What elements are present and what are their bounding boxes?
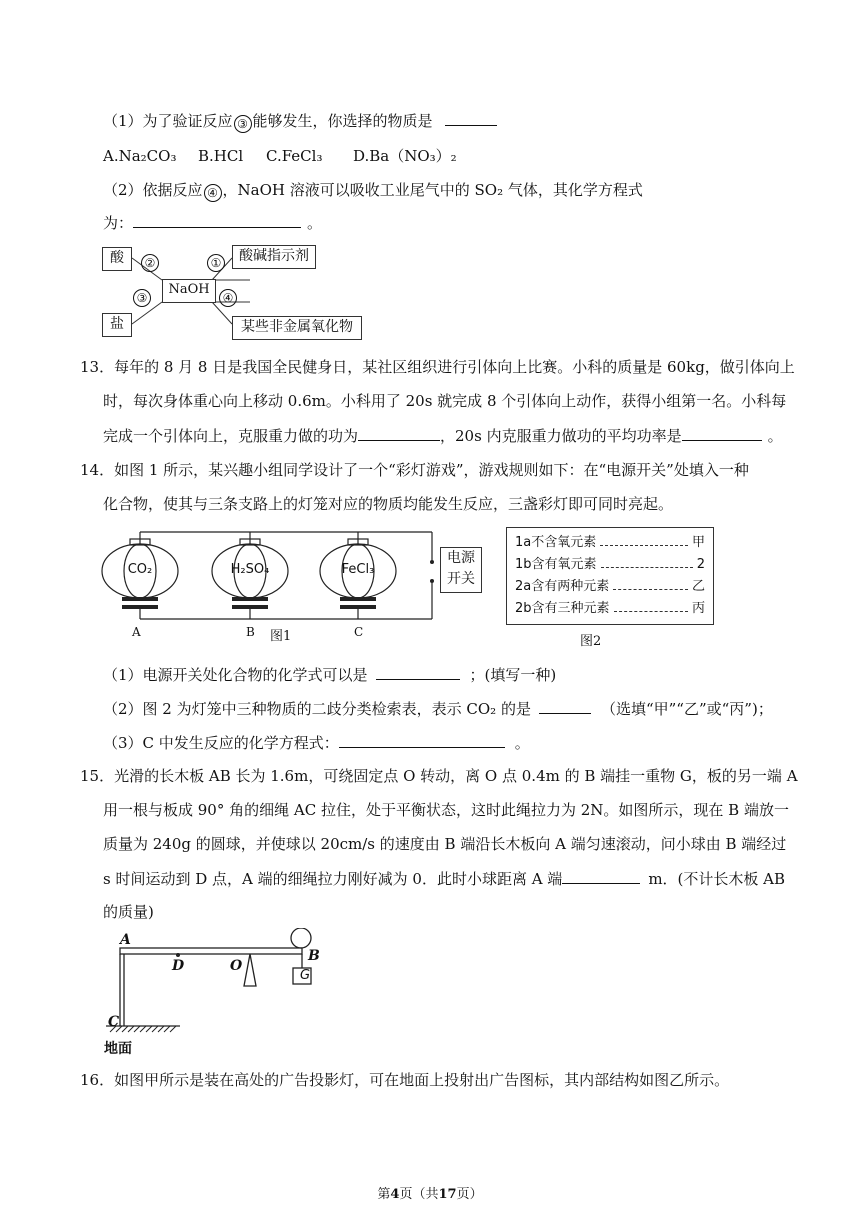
circled-number: ④ (204, 184, 222, 202)
label-c: C (108, 1014, 120, 1030)
q14-sub2 (103, 698, 773, 719)
lantern-c-label: C (354, 625, 364, 639)
q14-line1: 14．如图 1 所示，某兴趣小组同学设计了一个“彩灯游戏”，游戏规则如下：在“电源开关”处填入一种 (80, 461, 749, 479)
lantern-a-formula: CO₂ (127, 562, 153, 577)
answer-blank[interactable] (539, 698, 591, 714)
label-4: ④ (219, 289, 237, 307)
answer-blank[interactable] (339, 732, 505, 748)
key-row-2 (515, 554, 705, 576)
answer-blank[interactable] (376, 664, 460, 680)
q12-part2 (103, 180, 779, 202)
q13-line3 (103, 425, 783, 446)
option-b: B.HCl (198, 147, 244, 165)
lantern-b-formula: H₂SO₄ (230, 562, 270, 577)
q15-line1: 15．光滑的长木板 AB 长为 1.6m，可绕固定点 O 转动，离 O 点 0.4m 的 B 端挂一重物 G，板的另一端 A (80, 767, 798, 785)
naoh-diagram (100, 240, 362, 342)
q14-sub2-note: （选填“甲”“乙”或“丙”)； (600, 700, 773, 718)
label-d: D (172, 958, 185, 974)
label-2: ② (141, 254, 159, 272)
key-left: 2a含有两种元素 (515, 579, 610, 594)
q12-part1 (103, 110, 497, 133)
q12-part2-text-b: ，NaOH 溶液可以吸收工业尾气中的 SO₂ 气体，其化学方程式 (222, 181, 643, 199)
switch-label-2: 开关 (447, 571, 475, 587)
key-row-3 (515, 576, 705, 598)
key-row-1 (515, 532, 705, 554)
key-right: 2 (696, 557, 705, 572)
label-o: O (230, 958, 243, 974)
fig2-caption: 图2 (580, 634, 602, 649)
option-d: D.Ba（NO₃）₂ (353, 147, 457, 165)
weight-g: G (299, 968, 311, 983)
key-row-4 (515, 598, 705, 620)
period: 。 (767, 427, 783, 445)
key-rows (515, 532, 705, 620)
q14-line2: 化合物，使其与三条支路上的灯笼对应的物质均能发生反应，三盏彩灯即可同时亮起。 (103, 495, 674, 513)
lever-figure (100, 928, 340, 1060)
q15-line5: 的质量) (103, 903, 154, 921)
indicator-box: 酸碱指示剂 (232, 245, 316, 269)
circled-number: ③ (234, 115, 252, 133)
option-c: C.FeCl₃ (266, 147, 323, 165)
option-a: A.Na₂CO₃ (103, 147, 177, 165)
key-left: 1a不含氧元素 (515, 535, 597, 550)
period: 。 (307, 214, 323, 232)
key-right: 丙 (691, 601, 705, 616)
lantern-a-label: A (132, 625, 141, 639)
salt-box: 盐 (102, 313, 132, 337)
q16-line1: 16．如图甲所示是装在高处的广告投影灯，可在地面上投射出广告图标，其内部结构如图乙所示。 (80, 1071, 730, 1089)
label-b: B (308, 948, 320, 964)
footer-text: 页） (456, 1187, 483, 1202)
key-right: 乙 (691, 579, 705, 594)
q14-sub1-note: ；(填写一种) (469, 666, 557, 684)
answer-blank[interactable] (133, 212, 301, 228)
lantern-b-label: B (246, 625, 255, 639)
acid-box: 酸 (102, 247, 132, 271)
q13-line2: 时，每次身体重心向上移动 0.6m。小科用了 20s 就完成 8 个引体向上动作，获得小组第一名。小科每 (103, 392, 787, 410)
lantern-circuit (100, 525, 480, 645)
fig1-caption: 图1 (270, 629, 292, 644)
q13-text: 完成一个引体向上，克服重力做的功为 (103, 427, 359, 445)
label-3: ③ (133, 289, 151, 307)
power-switch-box[interactable] (440, 547, 482, 593)
key-left: 2b含有三种元素 (515, 601, 610, 616)
q13-line1: 13．每年的 8 月 8 日是我国全民健身日，某社区组织进行引体向上比赛。小科的质量是 60kg，做引体向上 (80, 358, 795, 376)
page-number: 4 (390, 1187, 400, 1202)
q14-sub3 (103, 732, 530, 753)
ground-label: 地面 (104, 1041, 132, 1057)
switch-label-1: 电源 (447, 550, 475, 566)
q12-part2-line2 (103, 212, 322, 233)
q15-line4 (103, 868, 785, 889)
period: 。 (514, 734, 530, 752)
q15-line3: 质量为 240g 的圆球，并使球以 20cm/s 的速度由 B 端沿长木板向 A 端匀速滚动，问小球由 B 端经过 (103, 835, 787, 853)
answer-blank[interactable] (682, 425, 762, 441)
q15-text: s 时间运动到 D 点，A 端的细绳拉力刚好减为 0．此时小球距离 A 端 (103, 870, 563, 888)
footer-text: 第 (377, 1187, 391, 1202)
label-1: ① (207, 254, 225, 272)
answer-blank[interactable] (445, 110, 497, 126)
label-a: A (120, 932, 131, 948)
key-right: 甲 (691, 535, 705, 550)
q15-line2: 用一根与板成 90° 角的细绳 AC 拉住，处于平衡状态，这时此绳拉力为 2N。如图所示，现在 B 端放一 (103, 801, 789, 819)
q13-text-b: ，20s 内克服重力做功的平均功率是 (440, 427, 682, 445)
lever-svg (100, 928, 340, 1060)
naoh-box: NaOH (162, 279, 216, 303)
oxide-box: 某些非金属氧化物 (232, 316, 362, 340)
footer-text: 页（共 (399, 1187, 439, 1202)
q14-sub3-text: （3）C 中发生反应的化学方程式： (103, 734, 339, 752)
key-left: 1b含有氧元素 (515, 557, 597, 572)
q15-text-b: m．(不计长木板 AB (648, 870, 786, 888)
classification-key (506, 527, 714, 625)
q14-sub2-text: （2）图 2 为灯笼中三种物质的二歧分类检索表，表示 CO₂ 的是 (103, 700, 531, 718)
q14-sub1-text: （1）电源开关处化合物的化学式可以是 (103, 666, 368, 684)
answer-blank[interactable] (358, 425, 440, 441)
lantern-c-formula: FeCl₃ (341, 562, 375, 577)
answer-blank[interactable] (562, 868, 640, 884)
q14-sub1 (103, 664, 556, 685)
page-footer (0, 1183, 860, 1202)
q12-part1-text: （1）为了验证反应 (103, 112, 233, 130)
q12-part2-label: 为： (103, 214, 134, 232)
q12-part2-text: （2）依据反应 (103, 181, 203, 199)
q12-part1-rest: 能够发生，你选择的物质是 (252, 112, 433, 130)
total-pages: 17 (438, 1187, 457, 1202)
